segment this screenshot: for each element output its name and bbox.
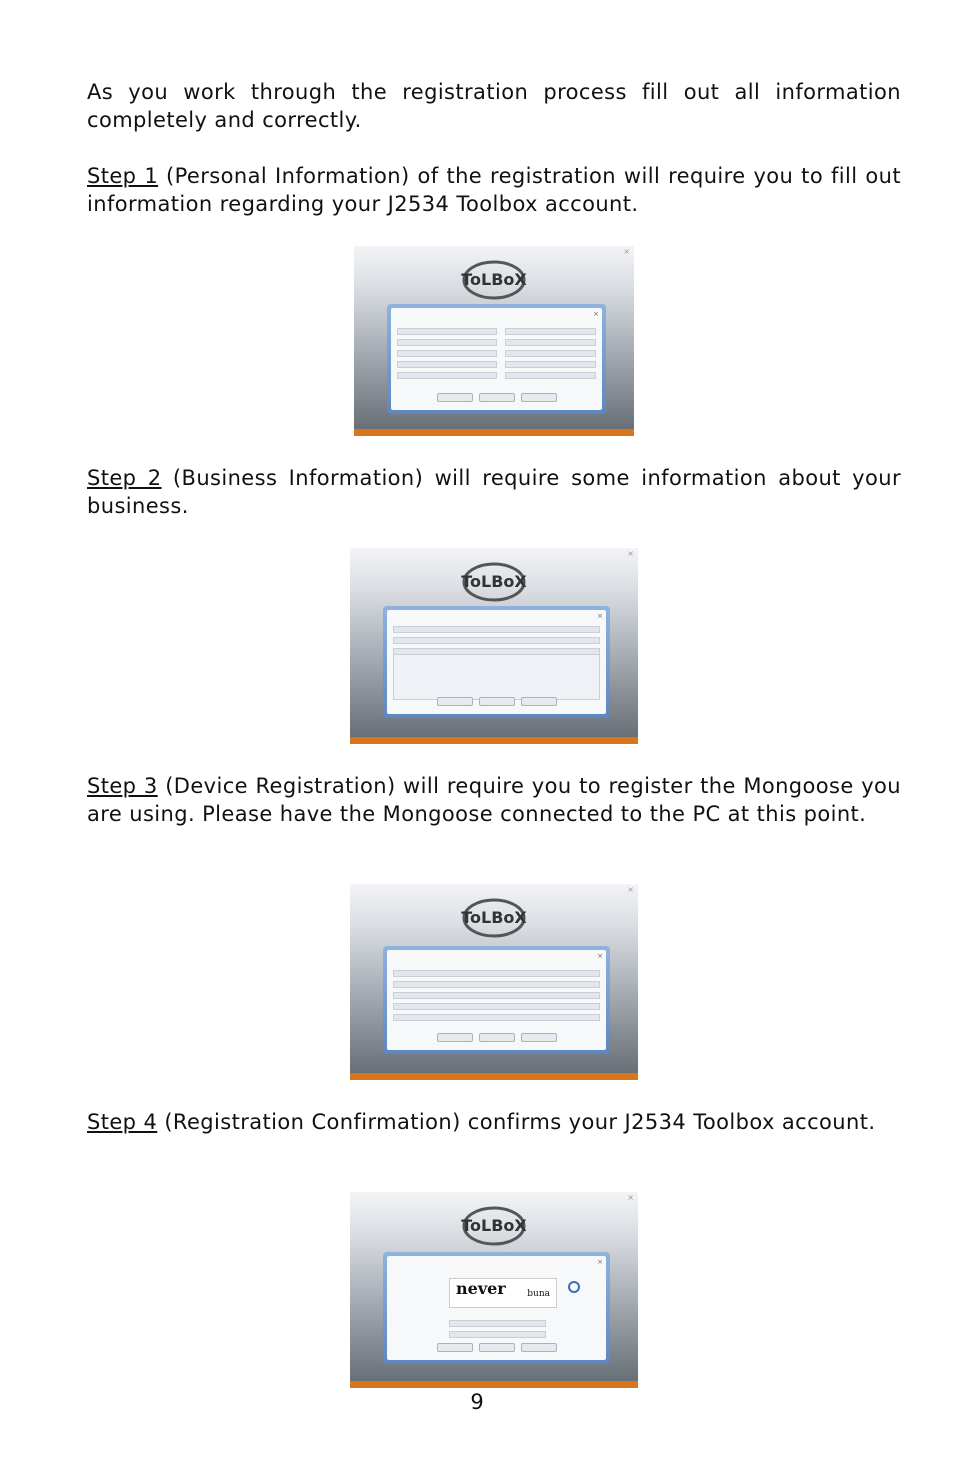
step2-screenshot — [350, 548, 638, 744]
toolbox-logo-icon — [446, 558, 542, 604]
step2-label: Step 2 — [87, 466, 162, 490]
accent-bar — [350, 737, 638, 744]
svg-text:ToLBoX: ToLBoX — [461, 908, 527, 927]
step4-paragraph — [87, 1108, 901, 1136]
step4-text: (Registration Confirmation) confirms your J2534 Toolbox account. — [157, 1110, 876, 1134]
toolbox-logo-icon — [446, 256, 542, 302]
step3-screenshot — [350, 884, 638, 1080]
step1-label: Step 1 — [87, 164, 159, 188]
close-icon: × — [627, 549, 634, 558]
close-icon: × — [627, 885, 634, 894]
step2-text: (Business Information) will require some information about your business. — [87, 466, 901, 518]
close-icon: × — [597, 1258, 603, 1266]
close-icon: × — [597, 952, 603, 960]
step3-label: Step 3 — [87, 774, 158, 798]
close-icon: × — [597, 612, 603, 620]
captcha-image — [449, 1278, 557, 1308]
device-panel — [383, 946, 610, 1054]
close-icon: × — [623, 247, 630, 256]
refresh-icon — [567, 1280, 581, 1294]
accent-bar — [354, 429, 634, 436]
step4-screenshot — [350, 1192, 638, 1388]
toolbox-logo-icon — [446, 894, 542, 940]
close-icon: × — [593, 310, 599, 318]
step4-label: Step 4 — [87, 1110, 158, 1134]
intro-paragraph — [87, 78, 901, 134]
step3-text: (Device Registration) will require you to register the Mongoose you are using. Please have the Mongoose connected to the PC at this point. — [87, 774, 901, 826]
close-icon: × — [627, 1193, 634, 1202]
toolbox-logo-icon — [446, 1202, 542, 1248]
registration-panel — [387, 304, 606, 414]
page-number: 9 — [470, 1390, 484, 1414]
step3-paragraph — [87, 772, 901, 828]
business-panel — [383, 606, 610, 718]
svg-text:ToLBoX: ToLBoX — [461, 270, 527, 289]
step1-paragraph — [87, 162, 901, 218]
accent-bar — [350, 1381, 638, 1388]
svg-text:ToLBoX: ToLBoX — [461, 1216, 527, 1235]
step2-paragraph — [87, 464, 901, 520]
captcha-word1: never — [456, 1279, 506, 1298]
captcha-word2: buna — [527, 1289, 550, 1299]
accent-bar — [350, 1073, 638, 1080]
step1-screenshot — [354, 246, 634, 436]
confirm-panel — [383, 1252, 610, 1364]
intro-text: As you work through the registration process fill out all information completely and correctly. — [87, 80, 901, 132]
step1-text: (Personal Information) of the registration will require you to fill out information regarding your J2534 Toolbox account. — [87, 164, 901, 216]
svg-text:ToLBoX: ToLBoX — [461, 572, 527, 591]
